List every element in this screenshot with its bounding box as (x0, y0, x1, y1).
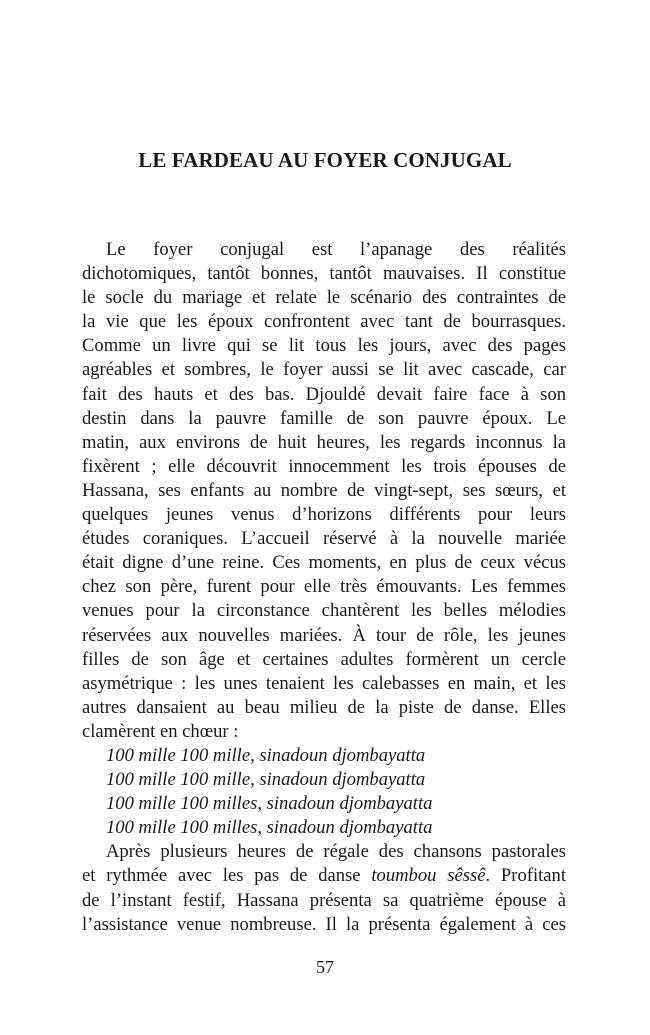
text-line: le socle du mariage et relate le scénario des contraintes de (82, 287, 566, 309)
text-line: l’assistance venue nombreuse. Il la présenta également à ces (82, 913, 566, 935)
text-line: clamèrent en chœur : (82, 720, 239, 742)
page-number: 57 (316, 957, 334, 977)
song-verse: 100 mille 100 milles, sinadoun djombayatta (106, 793, 433, 815)
text-line (82, 864, 566, 888)
text-line: chez son père, furent pour elle très émouvants. Les femmes (82, 576, 566, 598)
text-line: réservées aux nouvelles mariées. À tour de rôle, les jeunes (82, 624, 566, 646)
text-line: Comme un livre qui se lit tous les jours, avec des pages (82, 335, 566, 357)
song-verse: 100 mille 100 mille, sinadoun djombayatta (106, 769, 426, 791)
text-line: asymétrique : les unes tenaient les calebasses en main, et les (82, 672, 566, 694)
text-line: dichotomiques, tantôt bonnes, tantôt mauvaises. Il constitue (82, 263, 566, 285)
song-verse: 100 mille 100 mille, sinadoun djombayatta (106, 744, 426, 766)
text-line: autres dansaient au beau milieu de la piste de danse. Elles (82, 696, 566, 718)
text-line: fixèrent ; elle découvrit innocemment les trois épouses de (82, 455, 566, 477)
text-line: Après plusieurs heures de régale des chansons pastorales (106, 841, 566, 863)
text-line: de l’instant festif, Hassana présenta sa quatrième épouse à (82, 889, 566, 911)
text-line: Hassana, ses enfants au nombre de vingt-sept, ses sœurs, et (82, 479, 566, 501)
text-line: agréables et sombres, le foyer aussi se lit avec cascade, car (82, 359, 566, 381)
text-line: la vie que les époux confrontent avec tant de bourrasques. (82, 311, 566, 333)
text-segment: et rythmée avec les pas de danse (82, 865, 372, 887)
text-line: fait des hauts et des bas. Djouldé devait faire face à son (82, 383, 566, 405)
text-segment: . Profitant (485, 865, 566, 887)
song-verse: 100 mille 100 milles, sinadoun djombayatta (106, 817, 433, 839)
text-line: était digne d’une reine. Ces moments, en plus de ceux vécus (82, 552, 566, 574)
text-line: études coraniques. L’accueil réservé à la nouvelle mariée (82, 528, 566, 550)
text-line: Le foyer conjugal est l’apanage des réalités (106, 239, 566, 260)
text-line: matin, aux environs de huit heures, les regards inconnus la (82, 431, 566, 453)
text-line: quelques jeunes venus d’horizons différents pour leurs (82, 504, 566, 526)
text-line: destin dans la pauvre famille de son pauvre époux. Le (82, 407, 566, 429)
chapter-title: LE FARDEAU AU FOYER CONJUGAL (138, 148, 512, 172)
text-line: venues pour la circonstance chantèrent les belles mélodies (82, 600, 566, 622)
text-line: filles de son âge et certaines adultes formèrent un cercle (82, 648, 566, 670)
body-text (82, 238, 566, 937)
italic-dance-name: toumbou sêssê (371, 865, 486, 887)
